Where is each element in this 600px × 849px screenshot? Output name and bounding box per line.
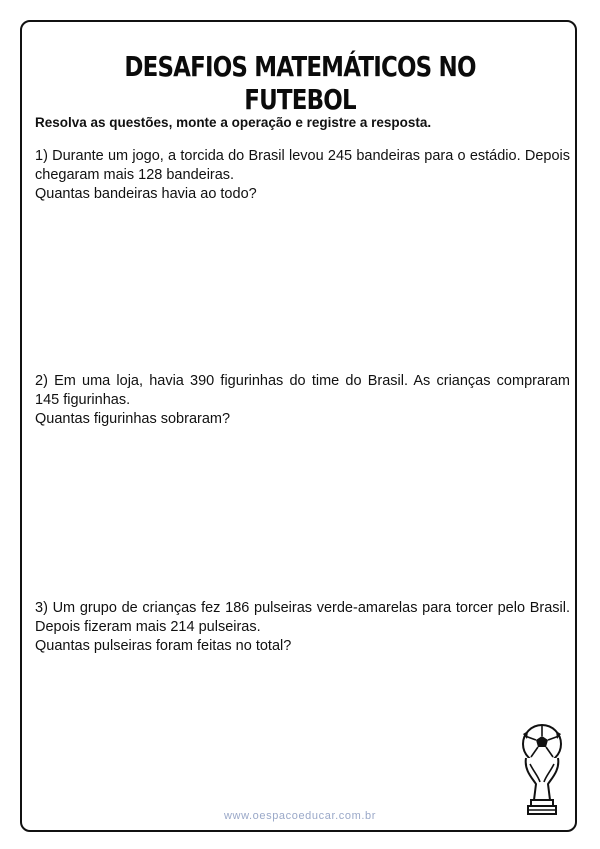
question-3-ask: Quantas pulseiras foram feitas no total? — [35, 638, 292, 654]
page-title: DESAFIOS MATEMÁTICOS NO FUTEBOL — [124, 50, 476, 116]
question-2-text: 2) Em uma loja, havia 390 figurinhas do time do Brasil. As crianças compraram 145 figurinhas. — [35, 373, 570, 408]
instructions-text: Resolva as questões, monte a operação e registre a resposta. — [35, 115, 432, 130]
question-1-ask: Quantas bandeiras havia ao todo? — [35, 186, 257, 202]
question-1 — [35, 147, 570, 204]
trophy-icon — [514, 722, 570, 818]
question-2 — [35, 372, 570, 429]
question-3 — [35, 599, 570, 656]
question-3-text: 3) Um grupo de crianças fez 186 pulseiras verde-amarelas para torcer pelo Brasil. Depois fizeram mais 214 pulseiras. — [35, 600, 570, 635]
question-1-text: 1) Durante um jogo, a torcida do Brasil levou 245 bandeiras para o estádio. Depois chegaram mais 128 bandeiras. — [35, 148, 570, 183]
question-2-ask: Quantas figurinhas sobraram? — [35, 411, 231, 427]
footer-website: www.oespacoeducar.com.br — [224, 810, 376, 822]
